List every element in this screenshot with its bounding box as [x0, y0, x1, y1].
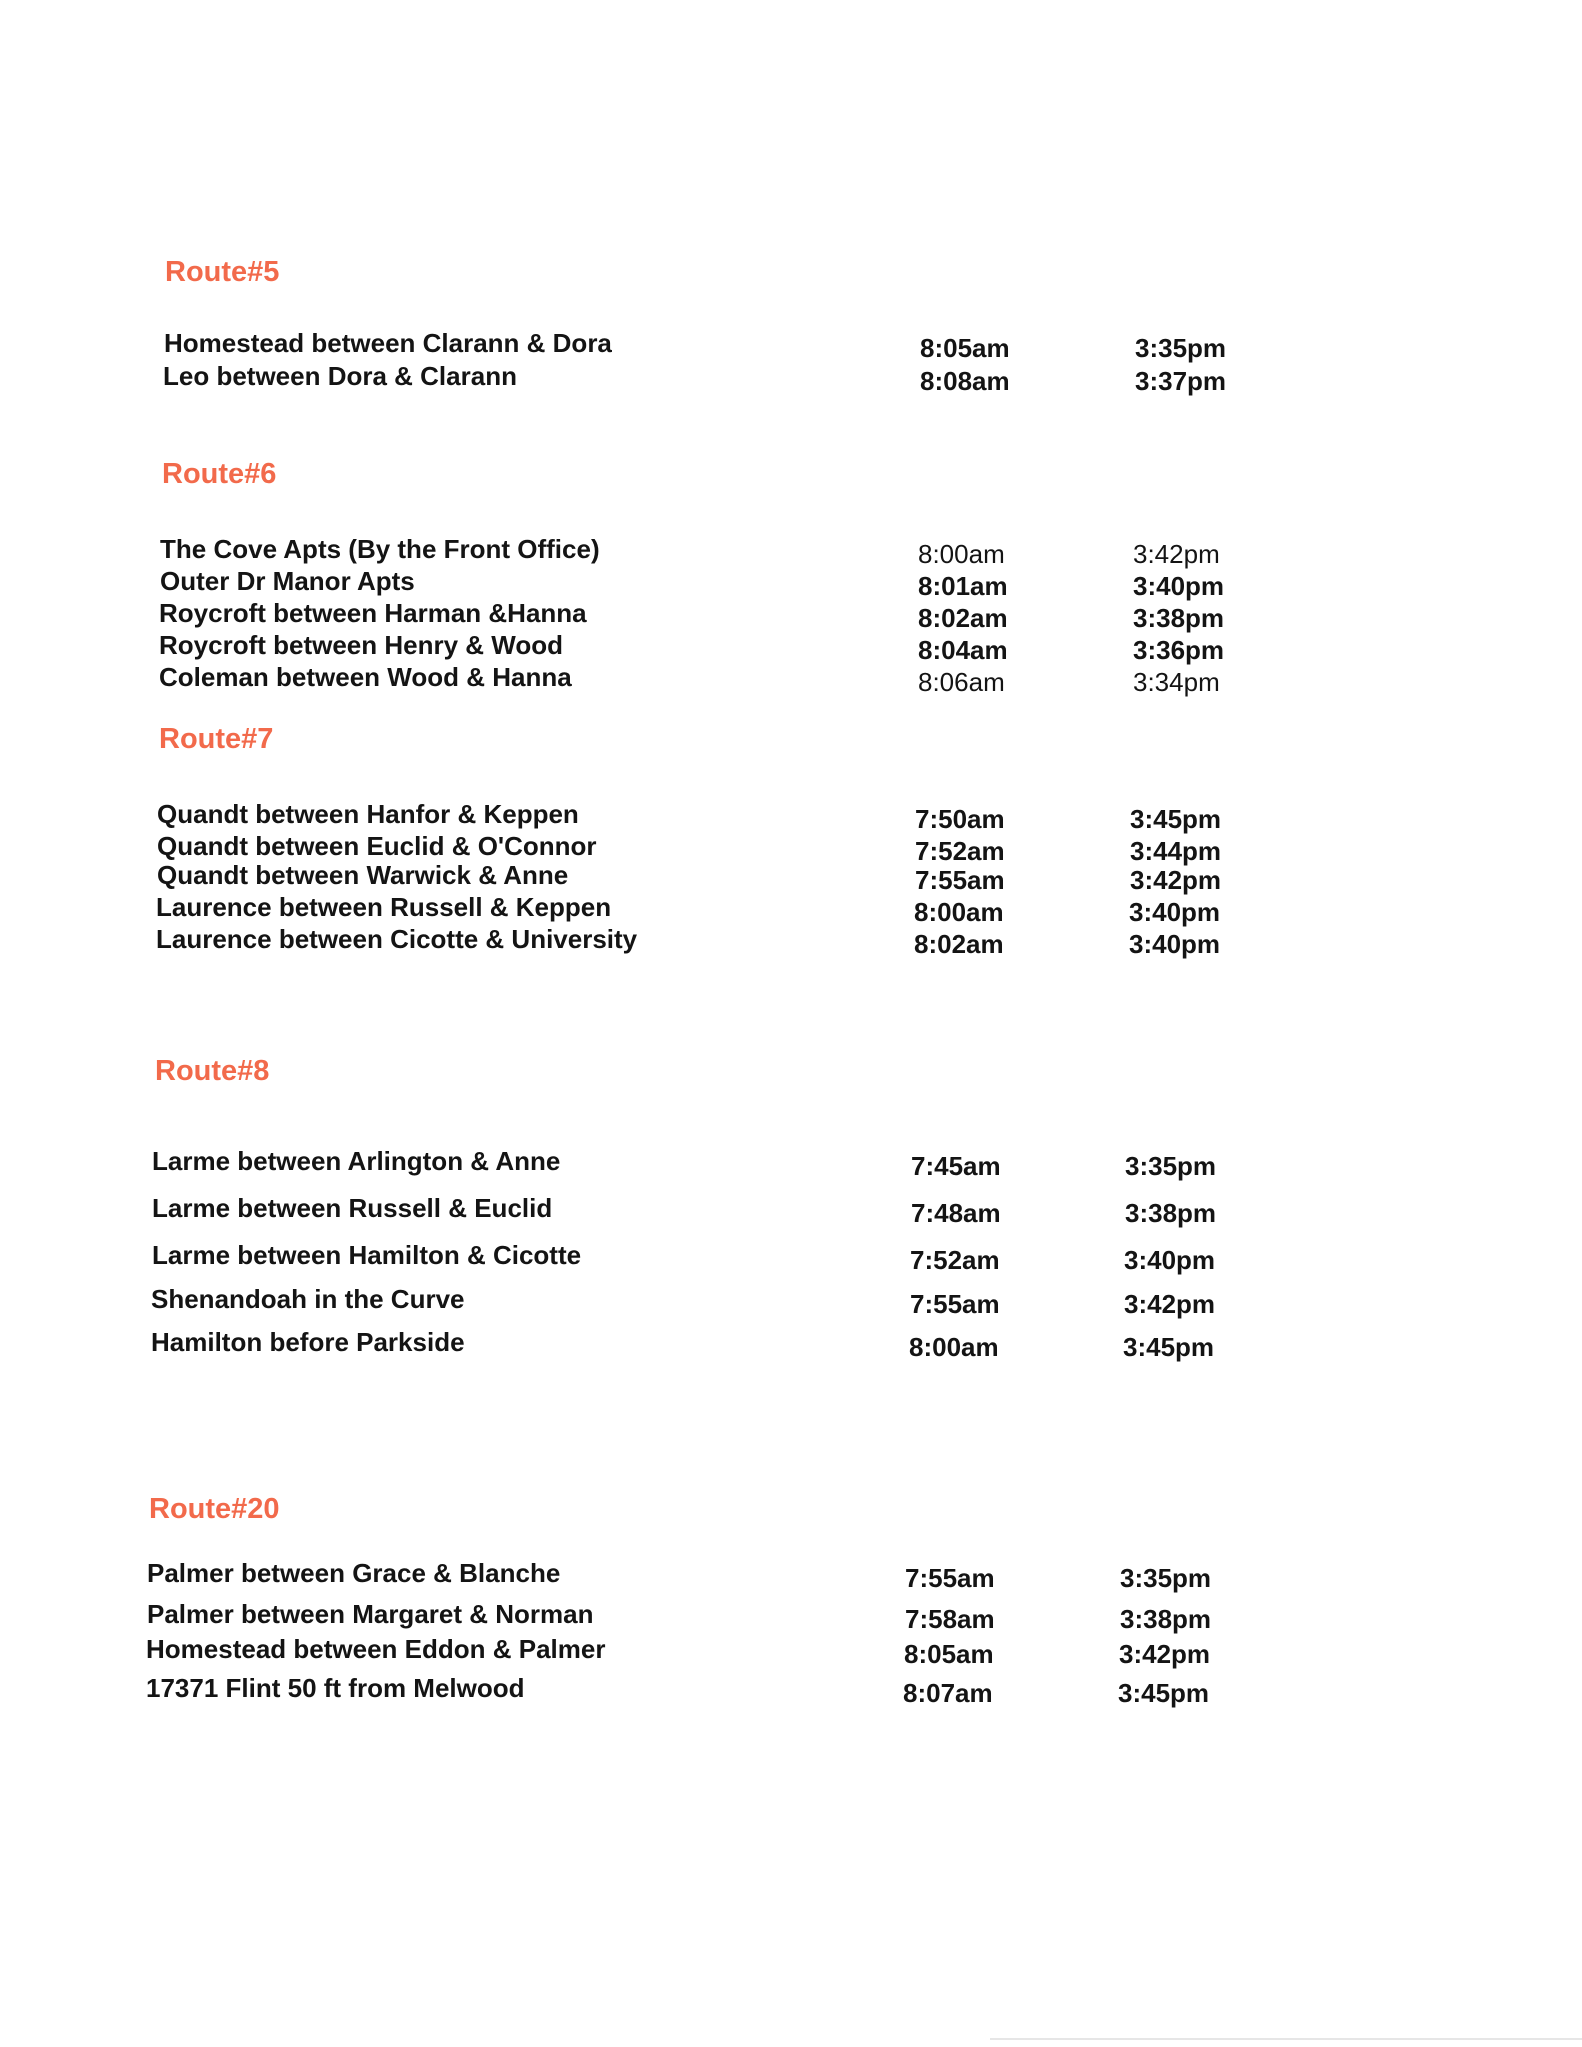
pm-time: 3:38pm — [1133, 603, 1225, 633]
pm-time: 3:40pm — [1129, 929, 1221, 959]
pm-time: 3:37pm — [1135, 366, 1227, 396]
am-time: 7:52am — [915, 836, 1005, 866]
am-time: 8:05am — [904, 1639, 994, 1669]
pm-time: 3:35pm — [1120, 1563, 1212, 1593]
am-time: 8:00am — [918, 539, 1005, 569]
stop-name: Homestead between Clarann & Dora — [164, 328, 612, 358]
am-time: 7:45am — [911, 1151, 1001, 1181]
pm-time: 3:45pm — [1123, 1332, 1215, 1362]
stop-name: Leo between Dora & Clarann — [163, 361, 517, 391]
stop-name: Laurence between Russell & Keppen — [156, 892, 612, 922]
am-time: 7:50am — [915, 804, 1005, 834]
am-time: 7:55am — [915, 865, 1005, 895]
am-time: 7:52am — [910, 1245, 1000, 1275]
pm-time: 3:40pm — [1133, 571, 1225, 601]
stop-name: Outer Dr Manor Apts — [160, 566, 415, 596]
stop-name: Roycroft between Henry & Wood — [159, 630, 564, 660]
am-time: 8:02am — [914, 929, 1004, 959]
am-time: 7:58am — [905, 1604, 995, 1634]
am-time: 8:06am — [918, 667, 1005, 697]
pm-time: 3:40pm — [1124, 1245, 1216, 1275]
stop-name: Palmer between Grace & Blanche — [147, 1558, 561, 1588]
stop-name: Quandt between Euclid & O'Connor — [157, 831, 597, 861]
stop-name: 17371 Flint 50 ft from Melwood — [146, 1673, 525, 1703]
am-time: 8:08am — [920, 366, 1010, 396]
am-time: 8:01am — [918, 571, 1008, 601]
am-time: 7:48am — [911, 1198, 1001, 1228]
am-time: 8:05am — [920, 333, 1010, 363]
pm-time: 3:40pm — [1129, 897, 1221, 927]
pm-time: 3:38pm — [1125, 1198, 1217, 1228]
pm-time: 3:34pm — [1133, 667, 1220, 697]
route-title: Route#20 — [149, 1493, 280, 1525]
pm-time: 3:44pm — [1130, 836, 1222, 866]
am-time: 8:02am — [918, 603, 1008, 633]
pm-time: 3:45pm — [1118, 1678, 1210, 1708]
route-title: Route#8 — [155, 1055, 270, 1087]
stop-name: Palmer between Margaret & Norman — [147, 1599, 594, 1629]
stop-name: Quandt between Hanfor & Keppen — [157, 799, 579, 829]
pm-time: 3:42pm — [1133, 539, 1220, 569]
pm-time: 3:35pm — [1125, 1151, 1217, 1181]
stop-name: Hamilton before Parkside — [151, 1327, 465, 1357]
stop-name: Laurence between Cicotte & University — [156, 924, 638, 954]
am-time: 8:07am — [903, 1678, 993, 1708]
scan-edge-line — [990, 2038, 1582, 2040]
pm-time: 3:38pm — [1120, 1604, 1212, 1634]
pm-time: 3:36pm — [1133, 635, 1225, 665]
route-title: Route#7 — [159, 723, 274, 755]
stop-name: Homestead between Eddon & Palmer — [146, 1634, 606, 1664]
pm-time: 3:45pm — [1130, 804, 1222, 834]
pm-time: 3:42pm — [1130, 865, 1222, 895]
pm-time: 3:35pm — [1135, 333, 1227, 363]
am-time: 8:04am — [918, 635, 1008, 665]
stop-name: Larme between Arlington & Anne — [152, 1146, 561, 1176]
stop-name: The Cove Apts (By the Front Office) — [160, 534, 600, 564]
stop-name: Larme between Russell & Euclid — [152, 1193, 553, 1223]
stop-name: Coleman between Wood & Hanna — [159, 662, 572, 692]
route-title: Route#6 — [162, 458, 277, 490]
am-time: 8:00am — [914, 897, 1004, 927]
am-time: 7:55am — [910, 1289, 1000, 1319]
am-time: 8:00am — [909, 1332, 999, 1362]
stop-name: Shenandoah in the Curve — [151, 1284, 465, 1314]
route-title: Route#5 — [165, 256, 280, 288]
stop-name: Quandt between Warwick & Anne — [157, 860, 569, 890]
pm-time: 3:42pm — [1119, 1639, 1211, 1669]
stop-name: Larme between Hamilton & Cicotte — [152, 1240, 582, 1270]
pm-time: 3:42pm — [1124, 1289, 1216, 1319]
am-time: 7:55am — [905, 1563, 995, 1593]
stop-name: Roycroft between Harman &Hanna — [159, 598, 587, 628]
